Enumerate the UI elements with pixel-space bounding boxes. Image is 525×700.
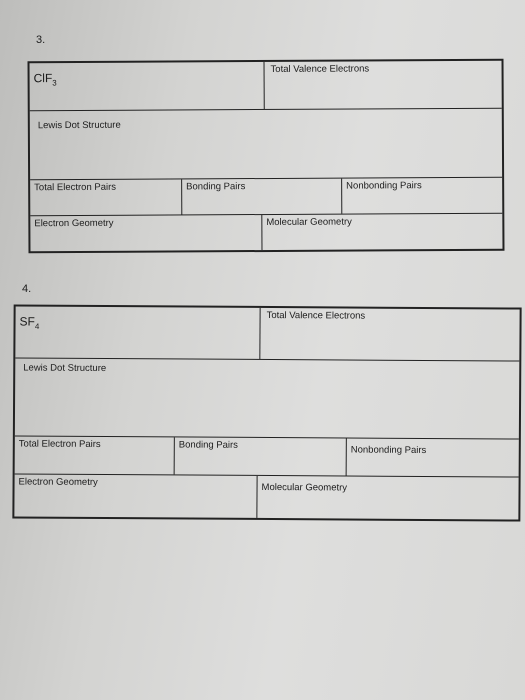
pairs-row [15, 436, 519, 477]
electron-geometry: Electron Geometry [14, 474, 257, 517]
bonding-pairs: Bonding Pairs [175, 437, 347, 475]
electron-geometry: Electron Geometry [30, 215, 262, 251]
total-valence-electrons: Total Valence Electrons [266, 309, 366, 322]
question-number-4: 4. [22, 283, 32, 295]
lewis-row [30, 109, 502, 180]
bonding-pairs: Bonding Pairs [182, 179, 342, 215]
worksheet-sf4 [12, 304, 521, 521]
formula-main: ClF [33, 71, 53, 86]
geometry-row [30, 214, 502, 251]
pairs-row [30, 178, 502, 216]
header-row [15, 306, 519, 361]
molecule-formula [15, 306, 260, 358]
geometry-row [14, 474, 518, 519]
lewis-row [15, 358, 519, 439]
formula-subscript: 4 [34, 321, 40, 331]
total-electron-pairs: Total Electron Pairs [30, 179, 182, 215]
lewis-dot-structure: Lewis Dot Structure [37, 119, 121, 132]
lewis-dot-structure: Lewis Dot Structure [23, 362, 107, 375]
formula-main: SF [19, 314, 35, 329]
molecule-formula [30, 62, 265, 110]
header-row [30, 61, 502, 111]
molecular-geometry: Molecular Geometry [266, 216, 352, 228]
question-number-3: 3. [36, 34, 46, 46]
worksheet-clf3 [28, 59, 505, 253]
molecular-geometry: Molecular Geometry [261, 481, 348, 494]
total-electron-pairs: Total Electron Pairs [15, 436, 175, 474]
nonbonding-pairs: Nonbonding Pairs [346, 180, 422, 192]
nonbonding-pairs: Nonbonding Pairs [350, 444, 427, 456]
total-valence-electrons: Total Valence Electrons [270, 63, 370, 75]
formula-subscript: 3 [52, 78, 57, 88]
